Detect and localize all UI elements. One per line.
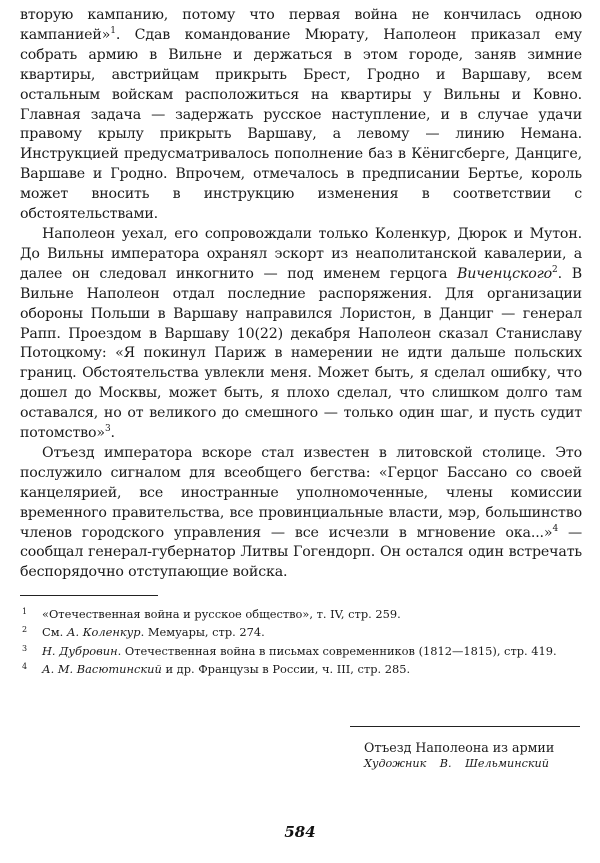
paragraph-2-text-a: Наполеон уехал, его сопровождали только Коленкур, Дюрок и Мутон. До Вильны императора охранял эскорт из неаполитанской кавалерии, а далее он следовал инкогнито — под именем герцога — [20, 225, 582, 282]
paragraph-3 — [20, 444, 582, 583]
paragraph-2-text-c: . — [110, 425, 115, 442]
paragraph-2-text-b: . В Вильне Наполеон отдал последние распоряжения. Для организации обороны Польши в Варшаву направился Лористон, в Данциг — генерал Рапп. Проездом в Варшаву 10(22) декабря Наполеон сказал Станиславу Потоцкому: «Я покинул Париж в намерении не идти дальше польских границ. Обстоятельства увлекли меня. Может быть, я сделал ошибку, что дошел до Москвы, может быть, я плохо сделал, что слишком долго там оставался, но от великого до смешного — только один шаг, и пусть судит потомство» — [20, 265, 582, 442]
paragraph-1-text-a: вторую кампанию, потому что первая война не кончилась одною кампанией» — [20, 7, 582, 43]
footnote-text: . Отечественная война в письмах современников (1812—1815), стр. 419. — [117, 643, 557, 658]
paragraph-2-italic-name: Виченцского — [456, 265, 553, 282]
footnote-1 — [20, 604, 582, 622]
caption-divider — [350, 726, 580, 727]
footnote-number: 4 — [22, 661, 28, 671]
footnotes — [20, 604, 582, 677]
caption-title: Отъезд Наполеона из армии — [364, 740, 555, 755]
footnote-number: 2 — [22, 625, 28, 635]
footnote-author: А. М. Васютинский — [42, 661, 162, 676]
page-number: 584 — [284, 823, 316, 841]
paragraph-3-text-b: — сообщал генерал-губернатор Литвы Гогендорп. Он остался один встречать беспорядочно отступающие войска. — [20, 524, 582, 581]
paragraph-2 — [20, 225, 582, 444]
footnote-number: 1 — [22, 607, 28, 617]
illustration-caption — [350, 726, 580, 772]
footnote-author: Н. Дубровин — [42, 643, 118, 658]
footnote-3 — [20, 641, 582, 659]
paragraph-1 — [20, 6, 582, 225]
footnote-text: и др. Французы в России, ч. III, стр. 285. — [161, 661, 411, 676]
footnote-text: . Мемуары, стр. 274. — [140, 625, 265, 640]
footnote-ref-1: 1 — [110, 25, 116, 36]
caption-artist: Художник В. Шельминский — [364, 757, 549, 770]
footnote-ref-2: 2 — [552, 264, 558, 275]
page-content — [20, 6, 582, 677]
footnote-4 — [20, 659, 582, 677]
footnote-ref-4: 4 — [552, 523, 559, 534]
paragraph-3-text-a: Отъезд императора вскоре стал известен в литовской столице. Это послужило сигналом для всеобщего бегства: «Герцог Бассано со своей канцелярией, все иностранные уполномоченные, члены комиссии временного правительства, все провинциальные власти, мэр, большинство членов городского управления — все исчезли в мгновение ока...» — [20, 444, 582, 541]
footnote-divider — [20, 595, 158, 596]
footnote-ref-3: 3 — [104, 424, 111, 435]
footnote-author: А. Коленкур — [66, 625, 141, 640]
footnote-prefix: См. — [42, 625, 67, 640]
footnote-text: «Отечественная война и русское общество», т. IV, стр. 259. — [42, 607, 401, 622]
footnote-number: 3 — [22, 643, 28, 653]
paragraph-1-text-b: . Сдав командование Мюрату, Наполеон приказал ему собрать армию в Вильне и держаться в этом городе, заняв зимние квартиры, австрийцам прикрыть Брест, Гродно и Варшаву, всем остальным войскам расположиться на квартиры у Вильны и Ковно. Главная задача — задержать русское наступление, и в случае удачи правому крылу прикрыть Варшаву, а левому — линию Немана. Инструкцией предусматривалось пополнение баз в Кёнигсберге, Данциге, Варшаве и Гродно. Впрочем, отмечалось в предписании Бертье, король может вносить в инструкцию изменения в соответствии с обстоятельствами. — [20, 26, 582, 223]
footnote-2 — [20, 622, 582, 640]
